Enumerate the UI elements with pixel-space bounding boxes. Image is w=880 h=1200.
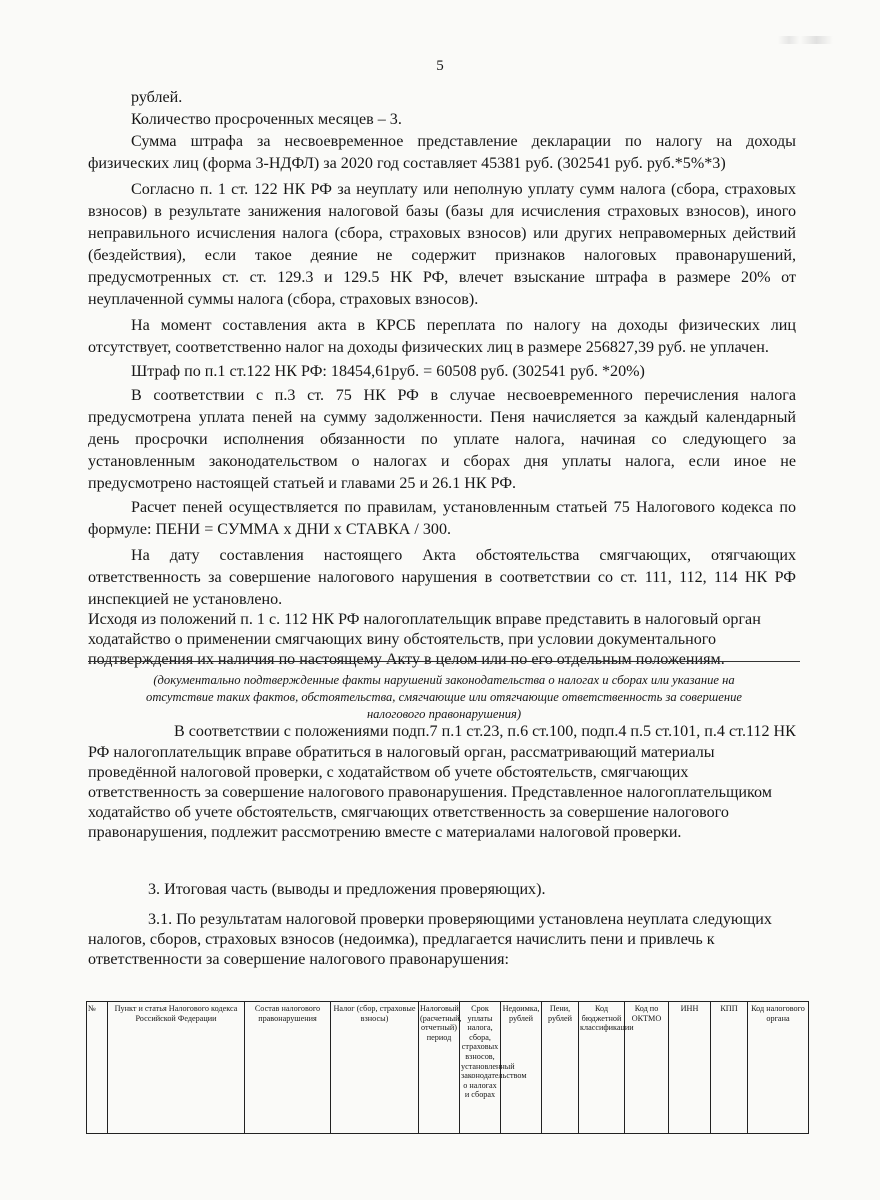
scan-artifact <box>778 36 833 44</box>
table-header-cell: Пени, рублей <box>542 1002 579 1134</box>
section-heading: 3. Итоговая часть (выводы и предложения проверяющих). <box>148 881 546 898</box>
text-line: неуплаченной суммы налога (сбора, страховых взносов). <box>88 291 479 308</box>
text-line: Расчет пеней осуществляется по правилам, установленным статьей 75 Налогового кодекса по <box>131 499 796 516</box>
text-line: налогов, сборов, страховых взносов (недоимка), предлагается начислить пени и привлечь к <box>88 931 715 948</box>
text-line: взносов) в результате занижения налоговой базы (базы для исчисления страховых взносов), иного <box>88 203 796 220</box>
text-line: подтверждения их наличия по настоящему Акту в целом или по его отдельным положениям. <box>88 651 725 668</box>
tax-table <box>86 1001 809 1134</box>
table-header-row <box>87 1002 809 1134</box>
table-header-cell: Код по ОКТМО <box>625 1002 669 1134</box>
text-line: установленным законодательством о налогах и сборах дня уплаты налога, если иное не <box>88 453 796 470</box>
table-header-cell: Недоимка, рублей <box>501 1002 542 1134</box>
text-line: предусмотрено настоящей статьей и главами 25 и 26.1 НК РФ. <box>88 475 517 492</box>
text-line: проведённой налоговой проверки, с ходатайством об учете обстоятельств, смягчающих <box>88 764 689 781</box>
table-header-cell: Налог (сбор, страховые взносы) <box>331 1002 419 1134</box>
table-header-cell: Код бюджетной классификации <box>579 1002 625 1134</box>
text-line: ходатайство о применении смягчающих вину обстоятельств, при условии документального <box>88 631 717 648</box>
table-header-cell: КПП <box>711 1002 748 1134</box>
text-line: На дату составления настоящего Акта обстоятельства смягчающих, отягчающих <box>131 547 796 564</box>
caption-line: отсутствие таких фактов, обстоятельства, смягчающие или отягчающие ответственность за совершение <box>146 690 742 704</box>
text-line: ответственности за совершение налогового правонарушения: <box>88 951 510 968</box>
text-line: РФ налогоплательщик вправе обратиться в налоговый орган, рассматривающий материалы <box>88 744 715 761</box>
text-line: день просрочки исполнения обязанности по уплате налога, начиная со следующего за <box>88 431 796 448</box>
text-line: В соответствии с положениями подп.7 п.1 ст.23, п.6 ст.100, подп.4 п.5 ст.101, п.4 ст.112 НК <box>174 723 796 740</box>
table-header-cell: Срок уплаты налога, сбора, страховых взносов, установленный законодательством о налогах и сборах <box>460 1002 501 1134</box>
text-line: (бездействия), если такое деяние не содержит признаков налоговых правонарушений, <box>88 247 796 264</box>
text-line: Исходя из положений п. 1 с. 112 НК РФ налогоплательщик вправе представить в налоговый орган <box>88 611 761 628</box>
text-line: предусмотрена уплата пеней на сумму задолженности. Пеня начисляется за каждый календарный <box>88 409 796 426</box>
table-header-cell: ИНН <box>669 1002 711 1134</box>
text-line: ответственность за совершение налогового нарушения в соответствии со ст. 111, 112, 114 НК РФ <box>88 569 796 586</box>
caption-line: (документально подтвержденные факты нарушений законодательства о налогах и сборах или указание на <box>153 673 735 687</box>
table-header-cell: Налоговый (расчетный, отчетный) период <box>419 1002 460 1134</box>
text-line: Штраф по п.1 ст.122 НК РФ: 18454,61руб. = 60508 руб. (302541 руб. *20%) <box>131 363 645 380</box>
text-line: физических лиц (форма 3-НДФЛ) за 2020 год составляет 45381 руб. (302541 руб. руб.*5%*3) <box>88 155 726 172</box>
caption-line: налогового правонарушения) <box>366 707 522 721</box>
table-header-cell: Состав налогового правонарушения <box>245 1002 331 1134</box>
divider-line <box>88 661 800 662</box>
text-line: отсутствует, соответственно налог на доходы физических лиц в размере 256827,39 руб. не уплачен. <box>88 339 769 356</box>
text-line: правонарушения, подлежит рассмотрению вместе с материалами налоговой проверки. <box>88 824 682 841</box>
text-line: В соответствии с п.3 ст. 75 НК РФ в случае несвоевременного перечисления налога <box>131 387 796 404</box>
text-line: На момент составления акта в КРСБ переплата по налогу на доходы физических лиц <box>131 317 796 334</box>
page-number: 5 <box>436 58 444 74</box>
text-line: 3.1. По результатам налоговой проверки проверяющими установлена неуплата следующих <box>148 911 772 928</box>
text-line: ответственность за совершение налогового правонарушения. Представленное налогоплательщиком <box>88 784 772 801</box>
text-line: рублей. <box>131 89 183 106</box>
text-line: неправильного исчисления налога (сбора, страховых взносов) или других неправомерных действий <box>88 225 796 242</box>
text-line: Сумма штрафа за несвоевременное представление декларации по налогу на доходы <box>131 133 796 150</box>
table-header-cell: Пункт и статья Налогового кодекса Российской Федерации <box>108 1002 245 1134</box>
text-line: формуле: ПЕНИ = СУММА х ДНИ х СТАВКА / 300. <box>88 521 452 538</box>
text-line: ходатайство об учете обстоятельств, смягчающих ответственность за совершение налогового <box>88 804 729 821</box>
table-header-cell: № <box>87 1002 108 1134</box>
text-line: Согласно п. 1 ст. 122 НК РФ за неуплату или неполную уплату сумм налога (сбора, страховых <box>131 181 796 198</box>
text-line: предусмотренных ст. ст. 129.3 и 129.5 НК РФ, влечет взыскание штрафа в размере 20% от <box>88 269 796 286</box>
text-line: Количество просроченных месяцев – 3. <box>131 111 402 128</box>
text-line: инспекцией не установлено. <box>88 591 283 608</box>
table-header-cell: Код налогового органа <box>748 1002 809 1134</box>
